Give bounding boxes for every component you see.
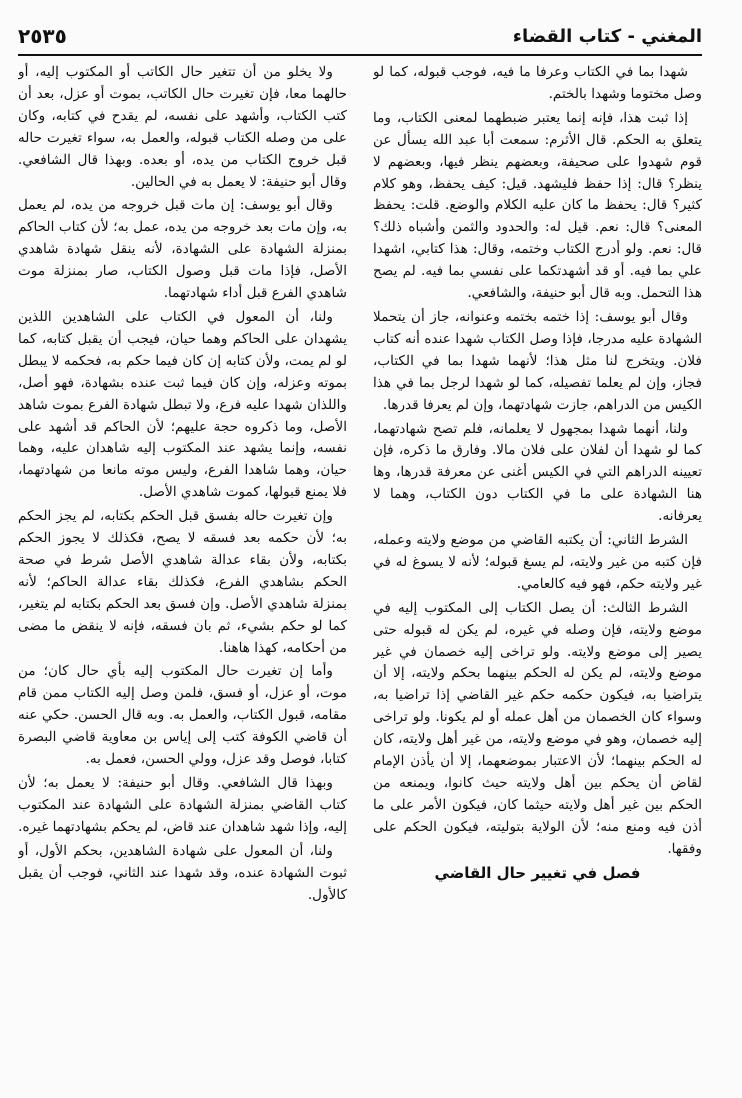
paragraph: ولنا، أن المعول في الكتاب على الشاهدين اللذين يشهدان على الحاكم وهما حيان، فيجب أن يقبل كتابه، كما لو لم يمت، ولأن كتابه إن كان فيما حكم به، فحكمه لا يبطل بموته وعزله، وإن كان فيما ثبت عنده بشهادة، فهو أصل، واللذان شهدا عليه فرع، ولا تبطل شهادة الفرع بموت شاهد الأصل، وما ذكروه حجة عليهم؛ لأن الحاكم قد أشهد على نفسه، وإنما يشهد عند المكتوب إليه شاهدان عليه، وهما حيان، وهما شاهدا الفرع، وليس موته مانعا من شهادتهما، فلا يمنع قبولها، كموت شاهدي الأصل.: [18, 308, 347, 501]
page-number: ٢٥٣٥: [18, 24, 67, 48]
text-columns: [18, 62, 702, 1080]
right-column: [373, 62, 702, 1080]
paragraph: وبهذا قال الشافعي. وقال أبو حنيفة: لا يعمل به؛ لأن كتاب القاضي بمنزلة الشهادة على الشهادة عند المكتوب إليه، وإذا شهد شاهدان عند قاض، لم يحكم بشهادتهما غيره.: [18, 775, 347, 835]
paragraph: ولنا، أن المعول على شهادة الشاهدين، بحكم الأول، أو ثبوت الشهادة عنده، وقد شهدا عند الثاني، فوجب أن يقبل كالأول.: [18, 842, 347, 903]
section-heading: فصل في تغيير حال القاضي: [434, 863, 641, 882]
paragraph: وقال أبو يوسف: إذا ختمه بختمه وعنوانه، جاز أن يتحملا الشهادة عليه مدرجا، فإذا وصل الكتاب شهدا عنده أنه كتاب فلان. ويتخرج لنا مثل هذا؛ لأنهما شهدا بما في الكتاب، فجاز، وإن لم يعلما تفصيله، كما لو شهدا لرجل بما في هذا الكيس من الدراهم، جازت شهادتهما، وإن لم يعرفا قدرها.: [373, 308, 702, 413]
running-header: [18, 22, 702, 50]
running-title: المغني - كتاب القضاء: [512, 25, 702, 47]
paragraph: شهدا بما في الكتاب وعرفا ما فيه، فوجب قبوله، كما لو وصل مختوما وشهدا بالختم.: [373, 64, 702, 102]
header-rule: [18, 54, 702, 56]
paragraph: ولنا، أنهما شهدا بمجهول لا يعلمانه، فلم تصح شهادتهما، كما لو شهدا أن لفلان على فلان مالا. وفارق ما ذكره، فإن تعيينه الدراهم التي في الكيس أغنى عن معرفة قدرها، وها هنا الشهادة على ما في الكتاب دون الكتاب، وهما لا يعرفانه.: [373, 420, 702, 525]
paragraph: الشرط الثاني: أن يكتبه القاضي من موضع ولايته وعمله، فإن كتبه من غير ولايته، لم يسغ قبوله؛ لأنه لا يسوغ له في غير ولايته حكم، فهو فيه كالعامي.: [373, 532, 702, 592]
paragraph: الشرط الثالث: أن يصل الكتاب إلى المكتوب إليه في موضع ولايته، فإن وصله في غيره، لم يكن له قبوله حتى يصير إلى موضع ولايته. ولو تراخى إليه خصمان في غير موضع ولايته، لم يكن له الحكم بينهما بحكم ولايته، إلا أن يتراضيا به، فيكون حكمه حكم غير القاضي إذا تراضيا به، وسواء كان الخصمان من أهل عمله أو لم يكونا. ولو تراخى إليه خصمان، وهو في موضع ولايته، من غير أهل ولايته، كان له الحكم بينهما؛ لأن الاعتبار بموضعهما، إلا أن يأذن الإمام لقاض أن يحكم بين أهل ولايته حيث كانوا، ويمنعه من الحكم بين غير أهل ولايته حيثما كان، فيكون الأمر على ما أذن فيه ومنع منه؛ لأن الولاية بتوليته، فيكون الحكم على وفقها.: [373, 599, 702, 857]
left-column: [18, 62, 347, 1080]
paragraph: وقال أبو يوسف: إن مات قبل خروجه من يده، لم يعمل به، وإن مات بعد خروجه من يده، عمل به؛ لأن كتاب الحاكم بمنزلة الشهادة على الشهادة، لأنه ينقل شهادة شاهدي الأصل، فإذا مات قبل وصول الكتاب، صار بمنزلة موت شاهدي الفرع قبل أداء شهادتهما.: [18, 197, 347, 302]
paragraph: إذا ثبت هذا، فإنه إنما يعتبر ضبطهما لمعنى الكتاب، وما يتعلق به الحكم. قال الأثرم: سمعت أبا عبد الله يسأل عن قوم شهدوا على صحيفة، وبعضهم ينظر فيها، وبعضهم لا ينظر؟ قال: إذا حفظ فليشهد. قيل: كيف يحفظ، وهو كلام كثير؟ قال: يحفظ ما كان عليه الكلام والوضع. قلت: يحفظ المعنى؟ قال: نعم. قيل له: والحدود والثمن وأشباه ذلك؟ قال: نعم. ولو أدرج الكتاب وختمه، وقال: هذا كتابي، اشهدا علي بما فيه. أو قد أشهدتكما على نفسي بما فيه. لم يصح هذا التحمل. وبه قال أبو حنيفة، والشافعي.: [373, 109, 702, 302]
paragraph: وإن تغيرت حاله بفسق قبل الحكم بكتابه، لم يجز الحكم به؛ لأن حكمه بعد فسقه لا يصح، فكذلك لا يجوز الحكم بكتابه، ولأن بقاء عدالة شاهدي الأصل شرط في صحة الحكم بشاهدي الفرع، فكذلك بقاء عدالة الحاكم؛ لأنه بمنزلة شاهدي الأصل. وإن فسق بعد الحكم بكتابه لم يتغير، كما لو حكم بشيء، ثم بان فسقه، فإنه لا ينقض ما مضى من أحكامه، كهذا هاهنا.: [18, 508, 347, 656]
paragraph: ولا يخلو من أن تتغير حال الكاتب أو المكتوب إليه، أو حالهما معا، فإن تغيرت حال الكاتب، بموت أو عزل، بعد أن كتب الكتاب، وأشهد على نفسه، لم يقدح في كتابه، وكان على من وصله الكتاب قبوله، والعمل به، سواء تغيرت حاله قبل خروج الكتاب من يده، أو بعده. وبهذا قال الشافعي. وقال أبو حنيفة: لا يعمل به في الحالين.: [18, 64, 347, 190]
paragraph: وأما إن تغيرت حال المكتوب إليه بأي حال كان؛ من موت، أو عزل، أو فسق، فلمن وصل إليه الكتاب ممن قام مقامه، قبول الكتاب، والعمل به. وبه قال الحسن. حكي عنه أن قاضي الكوفة كتب إلى إياس بن معاوية قاضي البصرة كتابا، فوصل وقد عزل، وولي الحسن، فعمل به.: [18, 663, 347, 768]
